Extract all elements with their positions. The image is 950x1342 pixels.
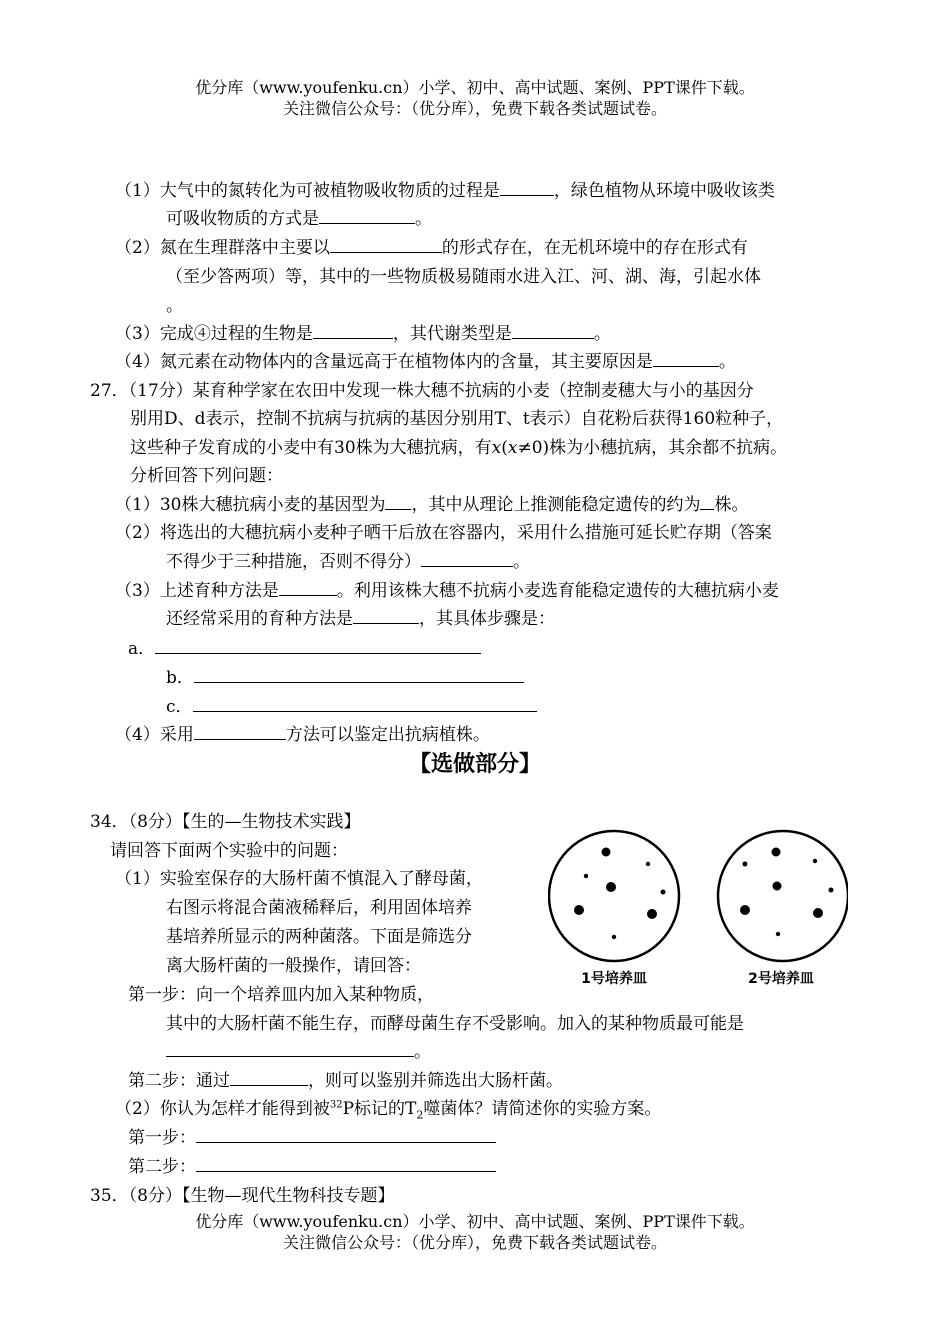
dish-1-label: 1号培养皿 bbox=[581, 971, 647, 987]
answer-blank[interactable] bbox=[385, 494, 411, 510]
page-footer-line2: 关注微信公众号：（优分库），免费下载各类试题试卷。 bbox=[282, 1233, 667, 1252]
answer-blank[interactable] bbox=[353, 608, 419, 624]
colony-small bbox=[612, 935, 616, 939]
colony-large bbox=[772, 848, 781, 857]
answer-blank[interactable] bbox=[230, 1070, 308, 1086]
q34-title: 34．（8分）【生的—生物技术实践】 bbox=[90, 812, 361, 832]
petri-dishes-svg bbox=[548, 824, 848, 994]
q34-step1-line1: 第一步：向一个培养皿内加入某种物质， bbox=[128, 985, 434, 1005]
page-header-line2: 关注微信公众号：（优分库），免费下载各类试题试卷。 bbox=[282, 99, 667, 118]
answer-blank[interactable] bbox=[194, 667, 524, 683]
q34-part2: （2）你认为怎样才能得到被$^{32}$P标记的$T_2$噬菌体？请简述你的实验方案。 bbox=[115, 1099, 662, 1122]
q27-stem-line2: 别用D、d表示，控制不抗病与抗病的基因分别用T、t表示）自花粉后获得160粒种子， bbox=[130, 409, 784, 429]
q26-part4: （4）氮元素在动物体内的含量远高于在植物体内的含量，其主要原因是 。 bbox=[115, 352, 736, 372]
q27-step-c: c． bbox=[166, 696, 537, 718]
q34-step2: 第二步：通过 ，则可以鉴别并筛选出大肠杆菌。 bbox=[128, 1071, 563, 1091]
q27-part3-line1: （3）上述育种方法是 。利用该株大穗不抗病小麦选育能稳定遗传的大穗抗病小麦 bbox=[115, 581, 779, 601]
answer-blank[interactable] bbox=[319, 208, 415, 224]
q27-part2-line1: （2）将选出的大穗抗病小麦种子晒干后放在容器内，采用什么措施可延长贮存期（答案 bbox=[115, 523, 772, 543]
dish-1-rim bbox=[549, 831, 679, 961]
page-footer-line1: 优分库（www.youfenku.cn）小学、初中、高中试题、案例、PPT课件下载。 bbox=[195, 1212, 755, 1231]
answer-blank[interactable] bbox=[279, 580, 337, 596]
q35-title: 35．（8分）【生物—现代生物科技专题】 bbox=[90, 1186, 395, 1206]
page-header-line1: 优分库（www.youfenku.cn）小学、初中、高中试题、案例、PPT课件下载。 bbox=[195, 78, 755, 97]
answer-blank[interactable] bbox=[512, 323, 594, 339]
answer-blank[interactable] bbox=[155, 638, 481, 654]
q34-step1-line2: 其中的大肠杆菌不能生存，而酵母菌生存不受影响。加入的某种物质最可能是 bbox=[166, 1014, 744, 1034]
answer-blank[interactable] bbox=[166, 1041, 414, 1057]
answer-blank[interactable] bbox=[653, 351, 719, 367]
q27-step-b: b． bbox=[166, 667, 524, 689]
q34-step1-line3: 。 bbox=[166, 1041, 431, 1063]
q34-part1-line3: 基培养所显示的两种菌落。下面是筛选分 bbox=[166, 927, 472, 947]
q34-part1-line4: 离大肠杆菌的一般操作，请回答： bbox=[166, 956, 421, 976]
answer-blank[interactable] bbox=[313, 323, 393, 339]
colony-small bbox=[646, 862, 650, 866]
dish-2-label: 2号培养皿 bbox=[748, 971, 814, 987]
q27-stem-line1: 27．（17分）某育种学家在农田中发现一株大穗不抗病的小麦（控制麦穗大与小的基因分 bbox=[90, 381, 754, 401]
q27-part3-line2: 还经常采用的育种方法是 ，其具体步骤是： bbox=[166, 609, 555, 629]
q26-part1-line2: 可吸收物质的方式是 。 bbox=[166, 209, 432, 229]
dish-2-rim bbox=[718, 831, 848, 961]
q34-part1-line1: （1）实验室保存的大肠杆菌不慎混入了酵母菌， bbox=[115, 869, 483, 889]
colony-large bbox=[773, 882, 782, 891]
colony-large bbox=[574, 905, 584, 915]
q34-intro: 请回答下面两个实验中的问题： bbox=[110, 841, 348, 861]
colony-large bbox=[813, 908, 823, 918]
petri-dish-figure bbox=[548, 824, 848, 994]
q27-stem-line4: 分析回答下列问题： bbox=[130, 466, 283, 486]
q26-part1-line1: （1）大气中的氮转化为可被植物吸收物质的过程是 ，绿色植物从环境中吸收该类 bbox=[115, 181, 775, 201]
colony-small bbox=[829, 888, 834, 893]
petri-dish-1 bbox=[549, 831, 679, 961]
q26-part3: （3）完成④过程的生物是 ，其代谢类型是 。 bbox=[115, 324, 611, 344]
answer-blank[interactable] bbox=[421, 551, 513, 567]
answer-blank[interactable] bbox=[196, 1156, 496, 1172]
colony-small bbox=[661, 890, 666, 895]
q34-part1-line2: 右图示将混合菌液稀释后，利用固体培养 bbox=[166, 898, 472, 918]
answer-blank[interactable] bbox=[330, 237, 442, 253]
q34-exp-step1: 第一步： bbox=[128, 1127, 496, 1149]
q27-part2-line2: 不得少于三种措施，否则不得分） 。 bbox=[166, 552, 530, 572]
colony-small bbox=[743, 862, 748, 867]
q27-step-a: a． bbox=[128, 638, 481, 660]
answer-blank[interactable] bbox=[194, 724, 286, 740]
colony-large bbox=[647, 909, 657, 919]
q26-part2-line3: 。 bbox=[166, 296, 183, 316]
colony-large bbox=[602, 848, 611, 857]
petri-dish-2 bbox=[718, 831, 848, 961]
colony-large bbox=[606, 882, 616, 892]
colony-large bbox=[740, 905, 750, 915]
q27-stem-line3: 这些种子发育成的小麦中有30株为大穗抗病，有x(x≠0)株为小穗抗病，其余都不抗病。 bbox=[130, 438, 788, 458]
colony-small bbox=[584, 874, 588, 878]
q27-part4: （4）采用 方法可以鉴定出抗病植株。 bbox=[115, 725, 490, 745]
colony-small bbox=[776, 932, 780, 936]
q26-part2-line2: （至少答两项）等，其中的一些物质极易随雨水进入江、河、湖、海，引起水体 bbox=[166, 267, 761, 287]
answer-blank[interactable] bbox=[500, 180, 554, 196]
answer-blank[interactable] bbox=[193, 696, 537, 712]
q26-part2-line1: （2）氮在生理群落中主要以 的形式存在，在无机环境中的存在形式有 bbox=[115, 238, 748, 258]
section-title: 【选做部分】 bbox=[408, 752, 541, 777]
q34-exp-step2: 第二步： bbox=[128, 1156, 496, 1178]
colony-small bbox=[813, 859, 817, 863]
q27-part1: （1）30株大穗抗病小麦的基因型为 ，其中从理论上推测能稳定遗传的约为 株。 bbox=[115, 495, 749, 515]
answer-blank[interactable] bbox=[196, 1127, 496, 1143]
answer-blank[interactable] bbox=[700, 494, 714, 510]
